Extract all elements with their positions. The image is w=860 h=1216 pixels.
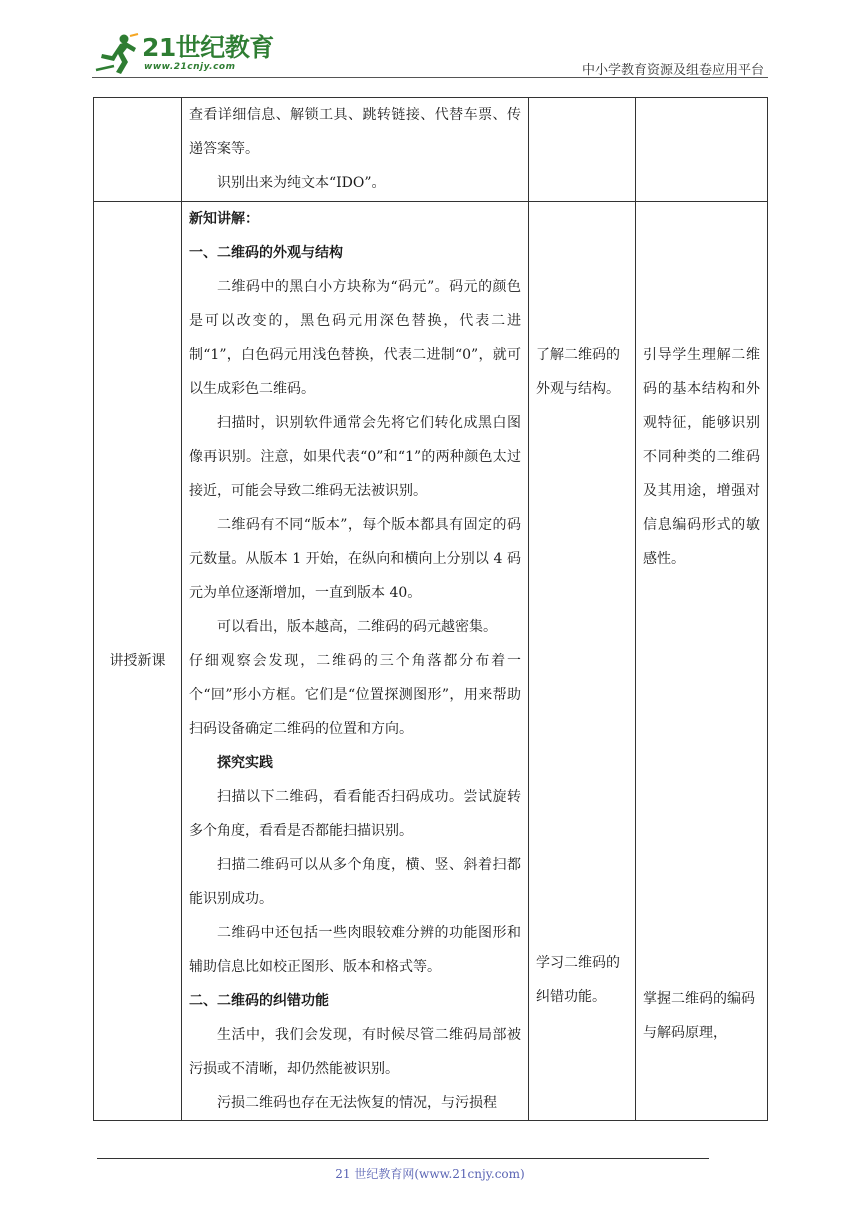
section-title: 一、二维码的外观与结构	[189, 245, 343, 261]
intent-text: 掌握二维码的编码与解码原理，	[643, 991, 755, 1041]
section-label: 讲授新课	[94, 202, 182, 1121]
paragraph: 二维码中还包括一些肉眼较难分辨的功能图形和辅助信息比如校正图形、版本和格式等。	[189, 925, 521, 975]
intent-cell-empty	[636, 98, 768, 202]
paragraph: 仔细观察会发现，二维码的三个角落都分布着一个“回”形小方框。它们是“位置探测图形”，用来帮助扫码设备确定二维码的位置和方向。	[189, 653, 521, 737]
activity-text: 学习二维码的纠错功能。	[536, 955, 620, 1005]
logo-wordmark: 21世纪教育	[142, 33, 274, 62]
label-cell-empty	[94, 98, 182, 202]
paragraph: 扫描以下二维码，看看能否扫码成功。尝试旋转多个角度，看看是否都能扫描识别。	[189, 789, 521, 839]
logo-url: www.21cnjy.com	[144, 62, 236, 72]
paragraph: 查看详细信息、解锁工具、跳转链接、代替车票、传递答案等。	[189, 107, 521, 157]
paragraph: 污损二维码也存在无法恢复的情况，与污损程	[217, 1095, 497, 1111]
activity-text: 了解二维码的外观与结构。	[536, 347, 620, 397]
paragraph: 可以看出，版本越高，二维码的码元越密集。	[217, 619, 497, 635]
paragraph: 扫描时，识别软件通常会先将它们转化成黑白图像再识别。注意，如果代表“0”和“1”的两种颜色太过接近，可能会导致二维码无法被识别。	[189, 415, 521, 499]
content-cell	[182, 202, 529, 1121]
table-row	[94, 98, 768, 202]
page-header	[92, 28, 768, 78]
content-cell	[182, 98, 529, 202]
lesson-table	[93, 97, 768, 1121]
platform-title: 中小学教育资源及组卷应用平台	[581, 63, 764, 78]
intent-text: 引导学生理解二维码的基本结构和外观特征，能够识别不同种类的二维码及其用途，增强对信息编码形式的敏感性。	[643, 347, 760, 567]
paragraph: 二维码中的黑白小方块称为“码元”。码元的颜色是可以改变的，黑色码元用深色替换，代表二进制“1”，白色码元用浅色替换，代表二进制“0”，就可以生成彩色二维码。	[189, 279, 521, 397]
paragraph: 生活中，我们会发现，有时候尽管二维码局部被污损或不清晰，却仍然能被识别。	[189, 1027, 521, 1077]
paragraph: 二维码有不同“版本”，每个版本都具有固定的码元数量。从版本 1 开始，在纵向和横向上分别以 4 码元为单位逐渐增加，一直到版本 40。	[189, 517, 521, 601]
footer-link[interactable]: 21 世纪教育网(www.21cnjy.com)	[335, 1167, 525, 1181]
header-divider	[92, 77, 768, 78]
section-title: 二、二维码的纠错功能	[189, 993, 329, 1009]
footer-divider	[97, 1158, 709, 1159]
paragraph: 识别出来为纯文本“IDO”。	[217, 175, 386, 191]
runner-logo-icon	[94, 32, 142, 76]
activity-cell	[529, 202, 636, 1121]
intent-cell	[636, 202, 768, 1121]
intro-heading: 新知讲解：	[189, 211, 259, 227]
table-row	[94, 202, 768, 1121]
paragraph: 扫描二维码可以从多个角度，横、竖、斜着扫都能识别成功。	[189, 857, 521, 907]
activity-cell-empty	[529, 98, 636, 202]
explore-heading: 探究实践	[217, 755, 273, 771]
